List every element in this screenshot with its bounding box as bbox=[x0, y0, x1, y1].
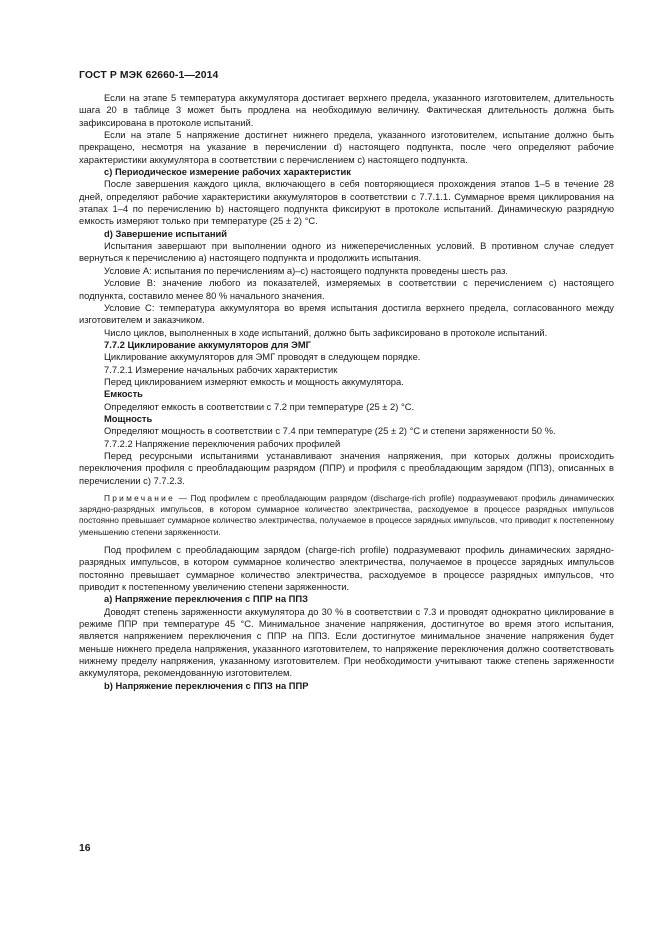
subsection-heading: d) Завершение испытаний bbox=[104, 227, 228, 239]
paragraph: Если на этапе 5 температура аккумулятора достигает верхнего предела, указанного изготовителем, длительность шага 20 в таблице 3 может быть продлена на необходимую величину. Фактическая длительность должна быть зафиксирована в протоколе испытаний. bbox=[79, 92, 614, 128]
section-heading: 7.7.2 Циклирование аккумуляторов для ЭМГ bbox=[104, 338, 311, 350]
paragraph: Если на этапе 5 напряжение достигнет нижнего предела, указанного изготовителем, испытание должно быть прекращено, несмотря на указание в перечислении d) настоящего подпункта, после чего определяют рабочие характеристики аккумулятора в соответствии с перечислением с) настоящего подпункта. bbox=[79, 129, 614, 165]
note bbox=[79, 493, 614, 538]
paragraph: Перед ресурсными испытаниями устанавливают значения напряжения, при которых должны происходить переключения профиля с преобладающим разрядом (ППР) и профиля с преобладающим зарядом (ППЗ), описанных в перечислении с) 7.7.2.3. bbox=[79, 449, 614, 486]
paragraph: Условие А: испытания по перечислениям а)–с) настоящего подпункта проведены шесть раз. bbox=[104, 264, 508, 276]
subsection-heading: Емкость bbox=[104, 388, 143, 400]
paragraph: Испытания завершают при выполнении одного из нижеперечисленных условий. В противном случае следует вернуться к перечислению а) настоящего подпункта и продолжить испытания. bbox=[79, 240, 614, 264]
paragraph: Доводят степень заряженности аккумулятора до 30 % в соответствии с 7.3 и проводят однократно циклирование в режиме ППР при температуре 45 °С. Минимальное значение напряжения, достигнутое во время этого испытания, является напряжением переключения с ППР на ППЗ. Если достигнутое минимальное значение напряжения будет меньше нижнего предела напряжения, указанного изготовителем, то напряжение переключения должно соответствовать нижнему пределу напряжения, указанному изготовителем. При необходимости учитывают также степень заряженности аккумулятора, рекомендованную изготовителем. bbox=[79, 605, 614, 679]
page-header-doc-code: ГОСТ Р МЭК 62660-1—2014 bbox=[79, 70, 219, 81]
paragraph: Под профилем с преобладающим зарядом (charge-rich profile) подразумевают профиль динамических зарядно-разрядных импульсов, в котором суммарное количество электричества, получаемое в процессе зарядных импульсов постоянно превышает суммарное количество электричества, расходуемое в процессе разрядных импульсов, что приводит к постепенному увеличению степени заряженности. bbox=[79, 543, 614, 592]
subsection-heading: а) Напряжение переключения с ППР на ППЗ bbox=[104, 593, 309, 605]
paragraph: Условие С: температура аккумулятора во время испытания достигла верхнего предела, согласованного между изготовителем и заказчиком. bbox=[79, 301, 614, 326]
paragraph: Условие В: значение любого из показателей, измеряемых в соответствии с перечислением с) настоящего подпункта, составило менее 80 % начального значения. bbox=[79, 277, 614, 301]
paragraph: Определяют мощность в соответствии с 7.4 при температуре (25 ± 2) °С и степени заряженности 50 %. bbox=[104, 425, 556, 437]
page-number: 16 bbox=[79, 843, 91, 854]
paragraph: Циклирование аккумуляторов для ЭМГ проводят в следующем порядке. bbox=[104, 351, 421, 363]
subsection-heading: с) Периодическое измерение рабочих характеристик bbox=[104, 166, 351, 178]
clause-heading: 7.7.2.2 Напряжение переключения рабочих профилей bbox=[104, 437, 341, 449]
subsection-heading: Мощность bbox=[104, 412, 153, 424]
paragraph: После завершения каждого цикла, включающего в себя повторяющиеся прохождения этапов 1–5 в течение 28 дней, определяют рабочие характеристики аккумуляторов в соответствии с 7.7.1.1. Суммарное время циклирования на этапах 1–4 по перечислению b) настоящего подпункта фиксируют в протоколе испытаний. Динамическую разрядную емкость измеряют только при температуре (25 ± 2) °С. bbox=[79, 178, 614, 227]
page-body bbox=[79, 92, 614, 692]
clause-heading: 7.7.2.1 Измерение начальных рабочих характеристик bbox=[104, 363, 338, 375]
paragraph: Число циклов, выполненных в ходе испытаний, должно быть зафиксировано в протоколе испытаний. bbox=[104, 326, 548, 338]
note-text: — Под профилем с преобладающим разрядом (discharge-rich profile) подразумевают профиль динамических зарядно-разрядных импульсов, в котором суммарное количество электричества, расходуемое в процессе разрядных импульсов постоянно превышает суммарное количество электричества, получаемое в процессе зарядных импульсов, что приводит к постепенному уменьшению степени заряженности. bbox=[79, 493, 614, 537]
paragraph: Перед циклированием измеряют емкость и мощность аккумулятора. bbox=[104, 375, 404, 387]
note-label: Примечание bbox=[104, 493, 176, 503]
paragraph: Определяют емкость в соответствии с 7.2 при температуре (25 ± 2) °С. bbox=[104, 400, 415, 412]
subsection-heading: b) Напряжение переключения с ППЗ на ППР bbox=[104, 679, 309, 691]
